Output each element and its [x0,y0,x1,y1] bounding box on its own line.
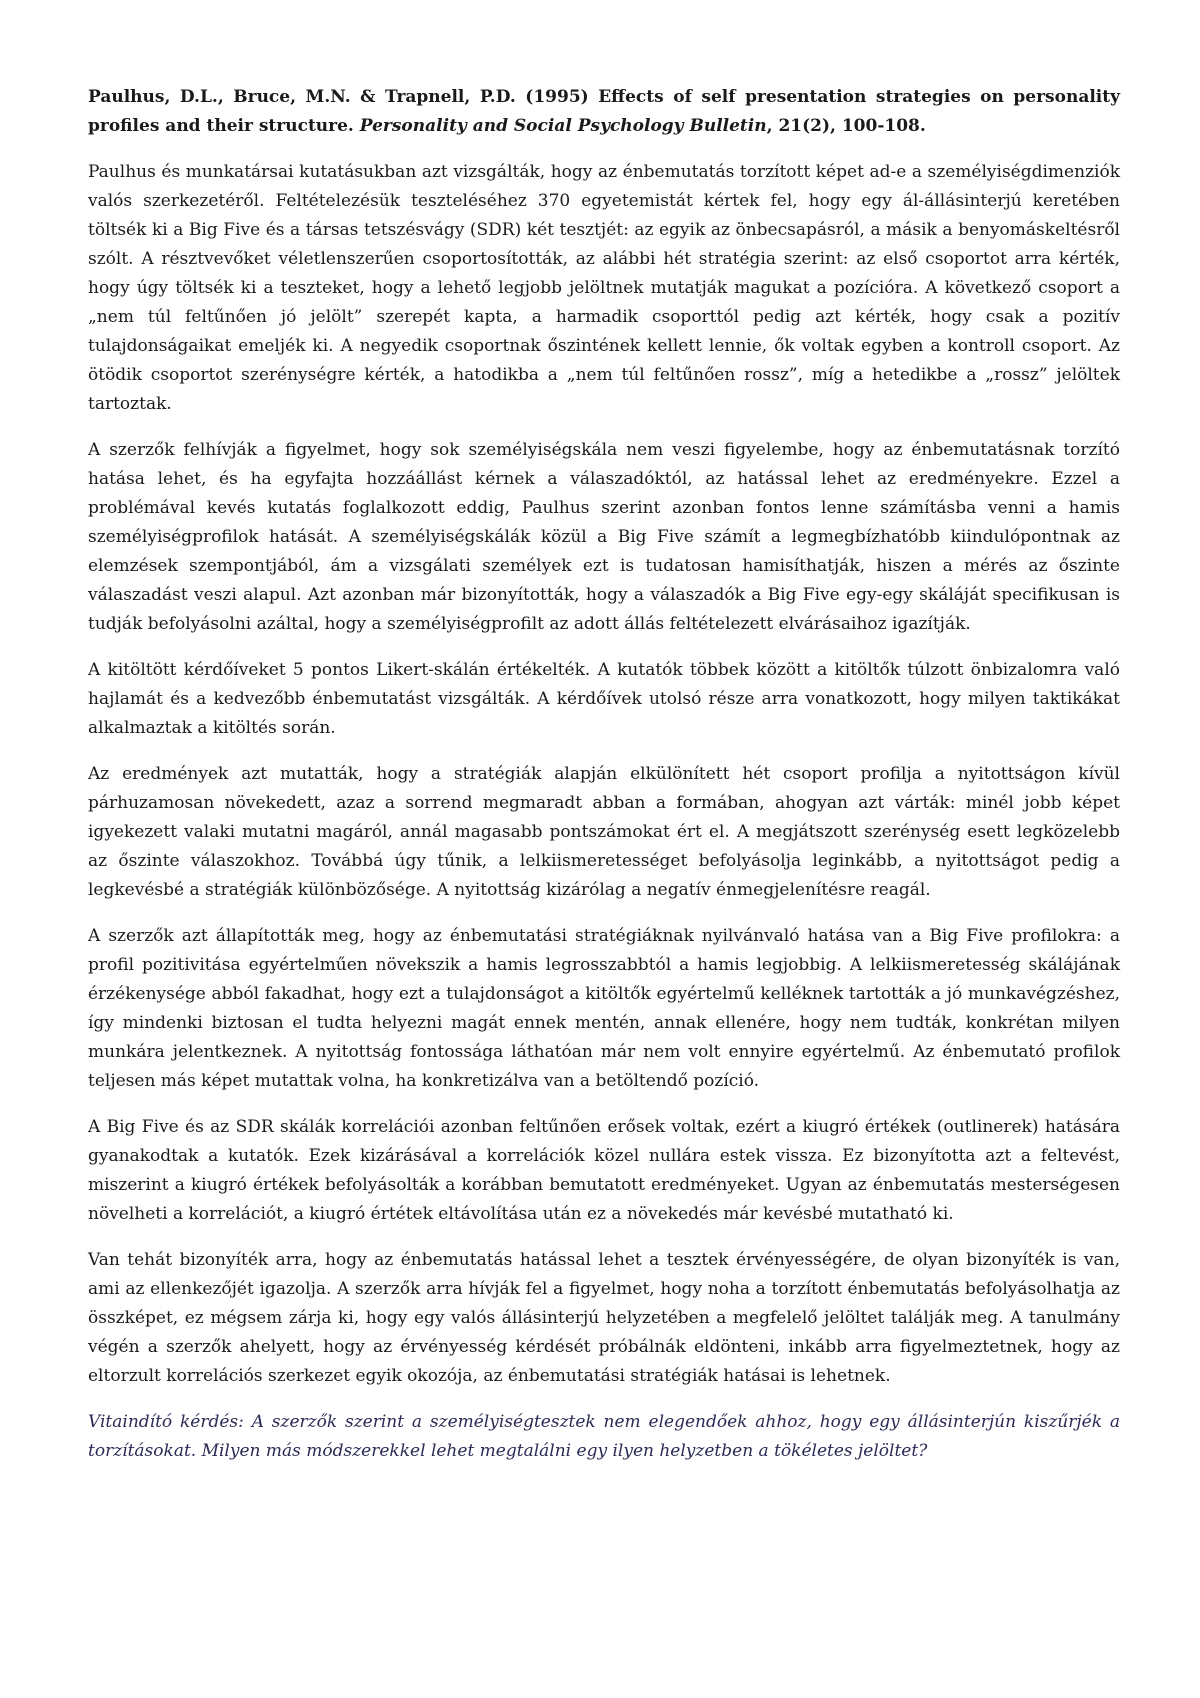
paragraph-5: A szerzők azt állapították meg, hogy az énbemutatási stratégiáknak nyilvánvaló hatása van a Big Five profilokra: a profil pozitivitása egyértelműen növekszik a hamis legrosszabbtól a hamis legjobbig. A lelkiismeretesség skálájának érzékenysége abból fakadhat, hogy ezt a tulajdonságot a kitöltők egyértelmű kelléknek tartották a jó munkavégzéshez, így mindenki biztosan el tudta helyezni magát ennek mentén, annak ellenére, hogy nem tudták, konkrétan milyen munkára jelentkeznek. A nyitottság fontossága láthatóan már nem volt ennyire egyértelmű. Az énbemutató profilok teljesen más képet mutattak volna, ha konkretizálva van a betöltendő pozíció. [88,926,1120,1091]
citation-authors-title: Paulhus, D.L., Bruce, M.N. & Trapnell, P.D. (1995) Effects of self presentation strategies on personality profiles and their structure. [88,87,1120,136]
citation [88,83,1120,141]
paragraph-6: A Big Five és az SDR skálák korrelációi azonban feltűnően erősek voltak, ezért a kiugró értékek (outlinerek) hatására gyanakodtak a kutatók. Ezek kizárásával a korrelációk közel nullára estek vissza. Ez bizonyította azt a feltevést, miszerint a kiugró értékek befolyásolták a korábban bemutatott eredményeket. Ugyan az énbemutatás mesterségesen növelheti a korrelációt, a kiugró értétek eltávolítása után ez a növekedés már kevésbé mutatható ki. [88,1117,1120,1224]
document-page [88,83,1120,1466]
citation-volume-pages: , 21(2), 100-108. [766,116,926,136]
citation-journal: Personality and Social Psychology Bulletin [359,116,767,136]
paragraph-7: Van tehát bizonyíték arra, hogy az énbemutatás hatással lehet a tesztek érvényességére, de olyan bizonyíték is van, ami az ellenkezőjét igazolja. A szerzők arra hívják fel a figyelmet, hogy noha a torzított énbemutatás befolyásolhatja az összképet, ez mégsem zárja ki, hogy egy valós állásinterjú helyzetében a megfelelő jelöltet találják meg. A tanulmány végén a szerzők ahelyett, hogy az érvényesség kérdését próbálnák eldönteni, inkább arra figyelmeztetnek, hogy az eltorzult korrelációs szerkezet egyik okozója, az énbemutatási stratégiák hatásai is lehetnek. [88,1250,1120,1386]
paragraph-4: Az eredmények azt mutatták, hogy a stratégiák alapján elkülönített hét csoport profilja a nyitottságon kívül párhuzamosan növekedett, azaz a sorrend megmaradt abban a formában, ahogyan azt várták: minél jobb képet igyekezett valaki mutatni magáról, annál magasabb pontszámokat ért el. A megjátszott szerénység esett legközelebb az őszinte válaszokhoz. Továbbá úgy tűnik, a lelkiismeretességet befolyásolja leginkább, a nyitottságot pedig a legkevésbé a stratégiák különbözősége. A nyitottság kizárólag a negatív énmegjelenítésre reagál. [88,764,1120,900]
paragraph-1: Paulhus és munkatársai kutatásukban azt vizsgálták, hogy az énbemutatás torzított képet ad-e a személyiségdimenziók valós szerkezetéről. Feltételezésük teszteléséhez 370 egyetemistát kértek fel, hogy egy ál-állásinterjú keretében töltsék ki a Big Five és a társas tetszésvágy (SDR) két tesztjét: az egyik az önbecsapásról, a másik a benyomáskeltésről szólt. A résztvevőket véletlenszerűen csoportosították, az alábbi hét stratégia szerint: az első csoportot arra kérték, hogy úgy töltsék ki a teszteket, hogy a lehető legjobb jelöltnek mutatják magukat a pozícióra. A következő csoport a „nem túl feltűnően jó jelölt” szerepét kapta, a harmadik csoporttól pedig azt kérték, hogy csak a pozitív tulajdonságaikat emeljék ki. A negyedik csoportnak őszintének kellett lennie, ők voltak egyben a kontroll csoport. Az ötödik csoportot szerénységre kérték, a hatodikba a „nem túl feltűnően rossz”, míg a hetedikbe a „rossz” jelöltek tartoztak. [88,162,1120,414]
paragraph-2: A szerzők felhívják a figyelmet, hogy sok személyiségskála nem veszi figyelembe, hogy az énbemutatásnak torzító hatása lehet, és ha egyfajta hozzáállást kérnek a válaszadóktól, az hatással lehet az eredményekre. Ezzel a problémával kevés kutatás foglalkozott eddig, Paulhus szerint azonban fontos lenne számításba venni a hamis személyiségprofilok hatását. A személyiségskálák közül a Big Five számít a legmegbízhatóbb kiindulópontnak az elemzések szempontjából, ám a vizsgálati személyek ezt is tudatosan hamisíthatják, hiszen a mérés az őszinte válaszadást veszi alapul. Azt azonban már bizonyították, hogy a válaszadók a Big Five egy-egy skáláját specifikusan is tudják befolyásolni azáltal, hogy a személyiségprofilt az adott állás feltételezett elvárásaihoz igazítják. [88,440,1120,634]
discussion-question: Vitaindító kérdés: A szerzők szerint a személyiségtesztek nem elegendőek ahhoz, hogy egy állásinterjún kiszűrjék a torzításokat. Milyen más módszerekkel lehet megtalálni egy ilyen helyzetben a tökéletes jelöltet? [88,1412,1120,1461]
paragraph-3: A kitöltött kérdőíveket 5 pontos Likert-skálán értékelték. A kutatók többek között a kitöltők túlzott önbizalomra való hajlamát és a kedvezőbb énbemutatást vizsgálták. A kérdőívek utolsó része arra vonatkozott, hogy milyen taktikákat alkalmaztak a kitöltés során. [88,660,1120,738]
